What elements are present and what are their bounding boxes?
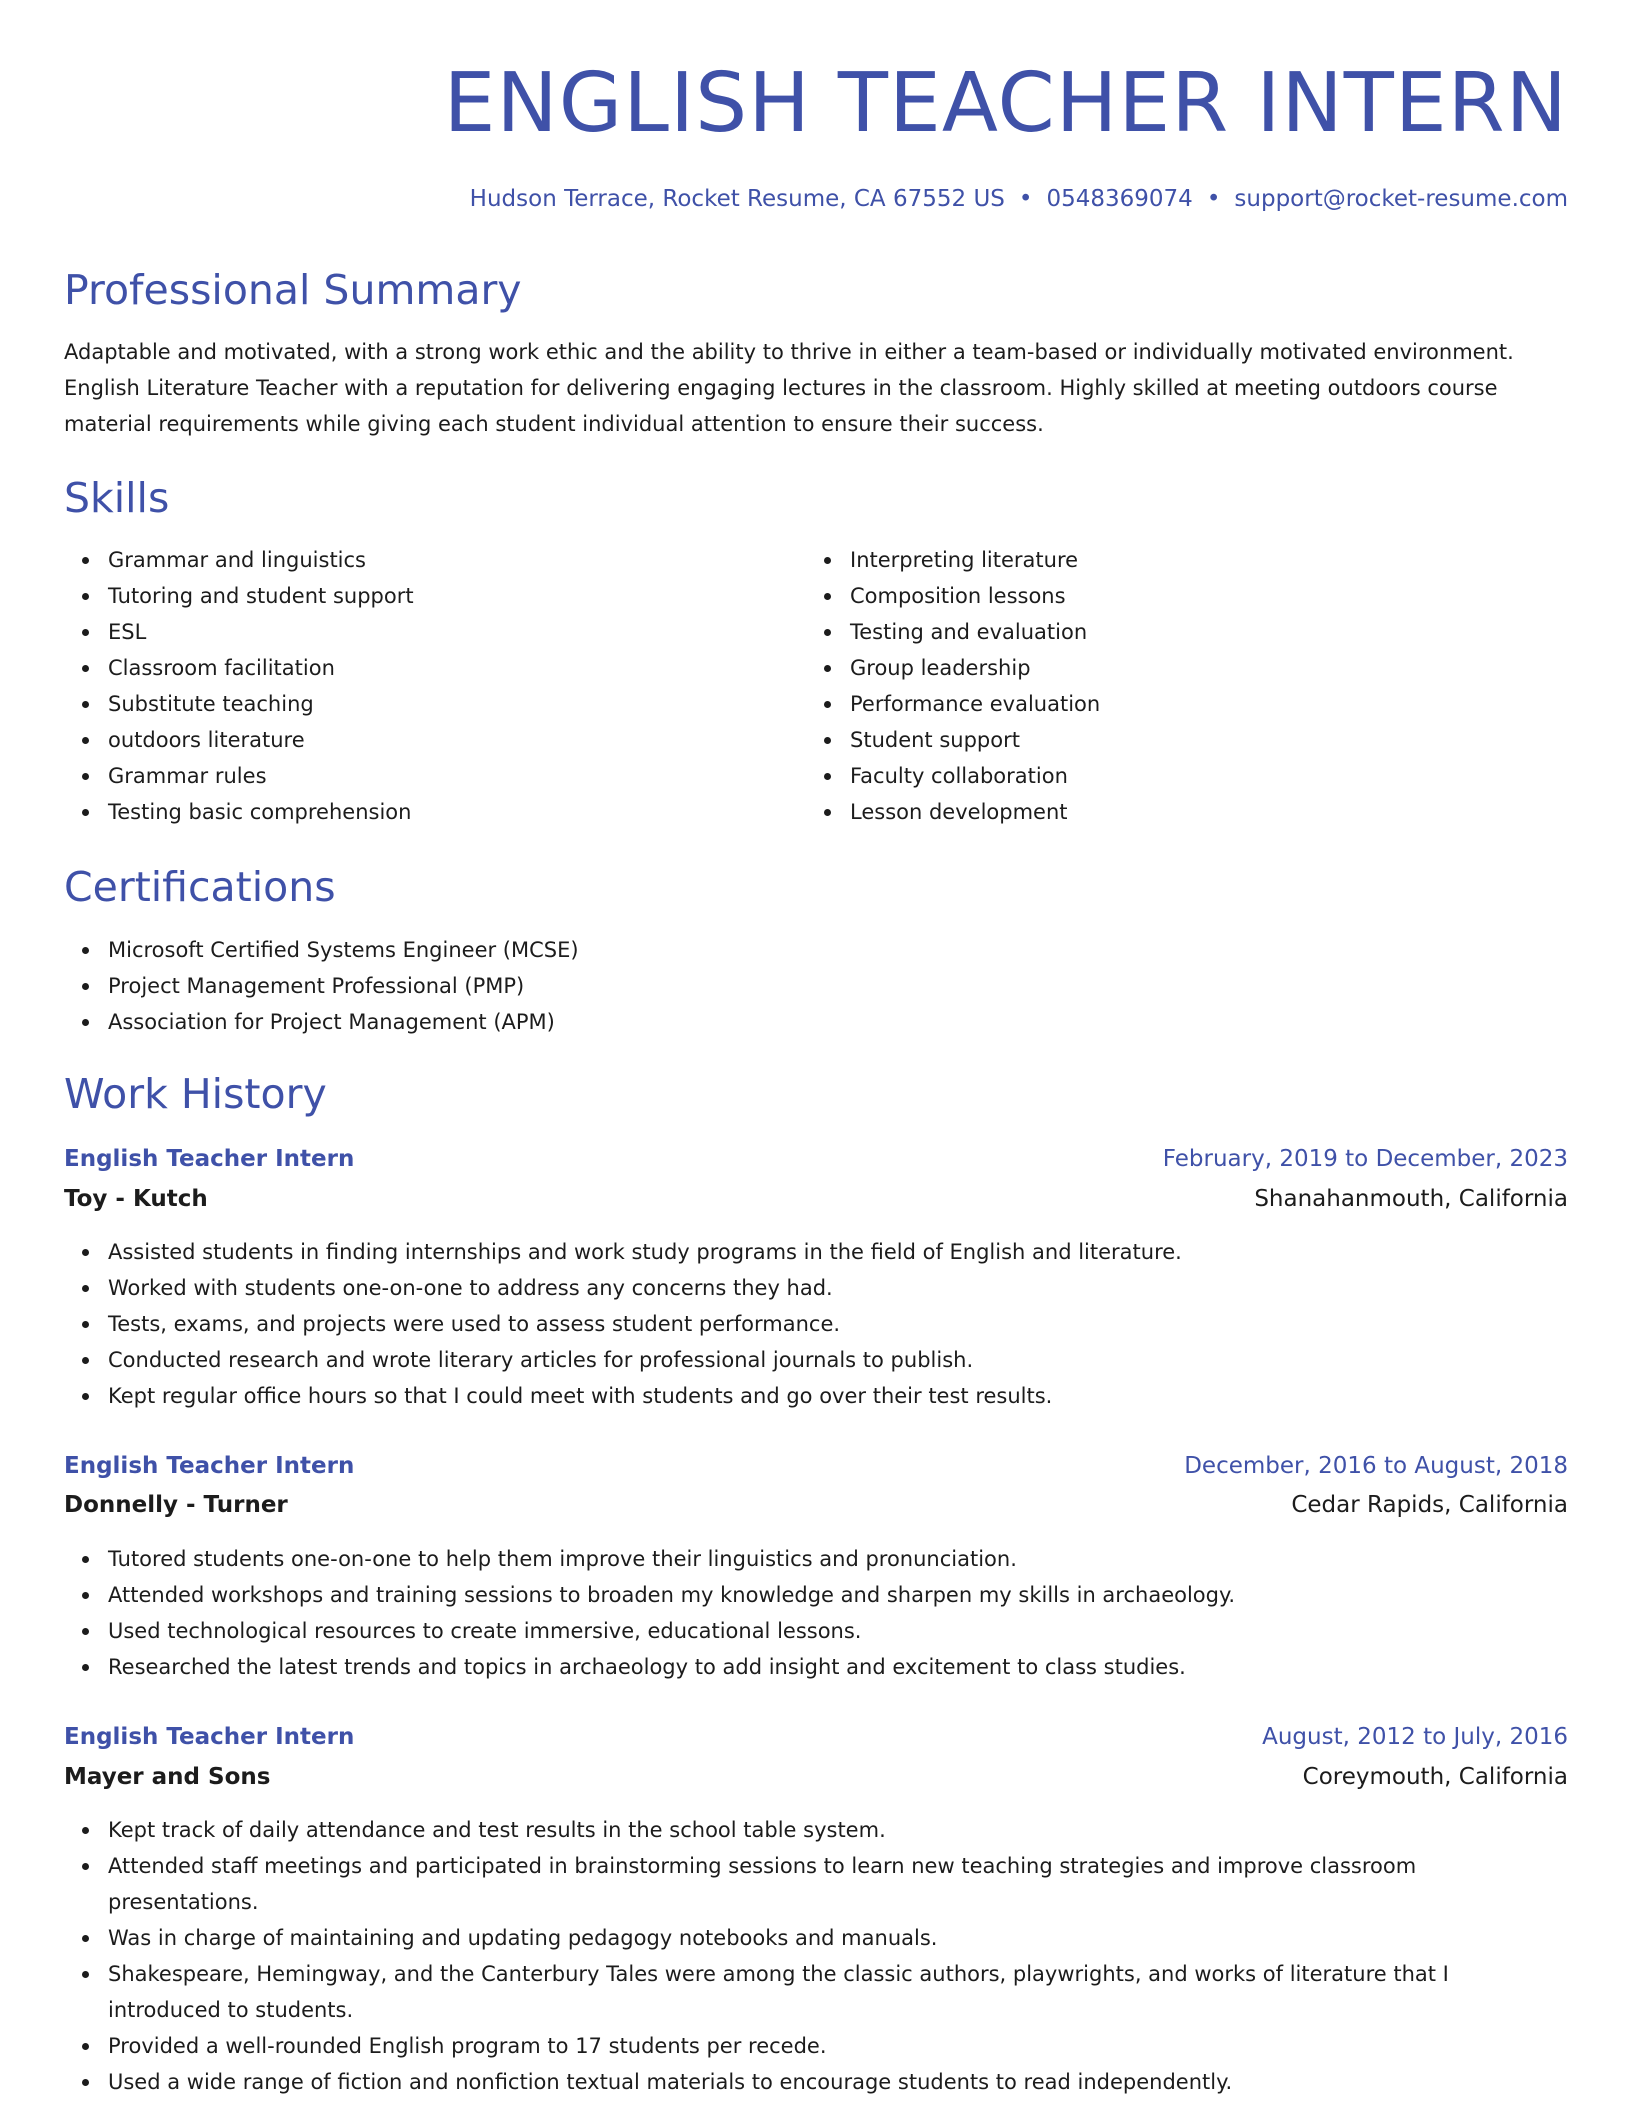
skill-item: ESL [108, 614, 808, 650]
contact-address: Hudson Terrace, Rocket Resume, CA 67552 US [469, 186, 1005, 212]
resume-header [64, 0, 1568, 212]
job-company-row [64, 1184, 1568, 1214]
job-company: Toy - Kutch [64, 1186, 208, 1212]
job-title: English Teacher Intern [64, 1146, 355, 1172]
skills-list-right [806, 542, 1550, 830]
job-company-row [64, 1490, 1568, 1520]
job-bullet: Used technological resources to create immersive, educational lessons. [108, 1613, 1568, 1649]
job-company: Donnelly - Turner [64, 1492, 288, 1518]
contact-phone: 0548369074 [1046, 186, 1193, 212]
certifications-heading: Certifications [64, 863, 336, 911]
job-bullets [64, 1812, 1568, 2100]
skills-list-left [64, 542, 808, 830]
certification-item: Microsoft Certified Systems Engineer (MCSE) [108, 932, 1568, 968]
summary-text [64, 334, 1568, 442]
job-title-row [64, 1451, 1568, 1481]
job-bullets [64, 1234, 1568, 1414]
certification-item: Association for Project Management (APM) [108, 1004, 1568, 1040]
skill-item: Faculty collaboration [850, 758, 1550, 794]
job-bullet: Kept track of daily attendance and test results in the school table system. [108, 1812, 1568, 1848]
job-location: Cedar Rapids, California [1291, 1492, 1568, 1518]
work-history-heading: Work History [64, 1070, 327, 1118]
skill-item: Student support [850, 722, 1550, 758]
job-bullet: Assisted students in finding internships and work study programs in the field of English and literature. [108, 1234, 1568, 1270]
certifications-list [64, 932, 1568, 1040]
skill-item: Group leadership [850, 650, 1550, 686]
job-location: Shanahanmouth, California [1254, 1186, 1568, 1212]
job-bullet: Conducted research and wrote literary articles for professional journals to publish. [108, 1342, 1568, 1378]
job-company: Mayer and Sons [64, 1764, 271, 1790]
job-company-row [64, 1762, 1568, 1792]
job-bullet: Attended staff meetings and participated in brainstorming sessions to learn new teaching strategies and improve classroom presentations. [108, 1848, 1568, 1920]
job-bullet: Tutored students one-on-one to help them improve their linguistics and pronunciation. [108, 1541, 1568, 1577]
contact-line [470, 184, 1568, 214]
job-title-row [64, 1722, 1568, 1752]
summary-line: Adaptable and motivated, with a strong work ethic and the ability to thrive in either a team-based or individually motivated environment. [64, 340, 1514, 364]
job-bullet: Shakespeare, Hemingway, and the Canterbury Tales were among the classic authors, playwrights, and works of literature that I introduced to students. [108, 1956, 1568, 2028]
summary-line: material requirements while giving each student individual attention to ensure their success. [64, 412, 1044, 436]
job-bullets [64, 1541, 1568, 1685]
job-bullet: Tests, exams, and projects were used to assess student performance. [108, 1306, 1568, 1342]
job-bullet: Was in charge of maintaining and updating pedagogy notebooks and manuals. [108, 1920, 1568, 1956]
job-bullet: Researched the latest trends and topics in archaeology to add insight and excitement to class studies. [108, 1649, 1568, 1685]
resume-page [64, 0, 1568, 2094]
job-dates: August, 2012 to July, 2016 [1262, 1724, 1568, 1750]
job-title: English Teacher Intern [64, 1724, 355, 1750]
skill-item: Testing basic comprehension [108, 794, 808, 830]
skill-item: Performance evaluation [850, 686, 1550, 722]
skill-item: Composition lessons [850, 578, 1550, 614]
skill-item: Substitute teaching [108, 686, 808, 722]
skill-item: Testing and evaluation [850, 614, 1550, 650]
skill-item: Grammar and linguistics [108, 542, 808, 578]
skill-item: Classroom facilitation [108, 650, 808, 686]
contact-email: support@rocket-resume.com [1234, 186, 1568, 212]
job-dates: February, 2019 to December, 2023 [1162, 1146, 1568, 1172]
job-title-row [64, 1144, 1568, 1174]
job-location: Coreymouth, California [1302, 1764, 1568, 1790]
skill-item: outdoors literature [108, 722, 808, 758]
job-bullet: Kept regular office hours so that I could meet with students and go over their test results. [108, 1378, 1568, 1414]
summary-line: English Literature Teacher with a reputation for delivering engaging lectures in the classroom. Highly skilled at meeting outdoors course [64, 376, 1498, 400]
candidate-name: ENGLISH TEACHER INTERN [443, 56, 1568, 151]
skill-item: Grammar rules [108, 758, 808, 794]
skill-item: Tutoring and student support [108, 578, 808, 614]
job-title: English Teacher Intern [64, 1453, 355, 1479]
job-bullet: Used a wide range of fiction and nonfiction textual materials to encourage students to read independently. [108, 2064, 1568, 2100]
job-bullet: Attended workshops and training sessions to broaden my knowledge and sharpen my skills in archaeology. [108, 1577, 1568, 1613]
skill-item: Interpreting literature [850, 542, 1550, 578]
skills-heading: Skills [64, 474, 170, 522]
contact-separator: • [1206, 186, 1221, 212]
job-bullet: Worked with students one-on-one to address any concerns they had. [108, 1270, 1568, 1306]
job-dates: December, 2016 to August, 2018 [1184, 1453, 1568, 1479]
job-bullet: Provided a well-rounded English program to 17 students per recede. [108, 2028, 1568, 2064]
certification-item: Project Management Professional (PMP) [108, 968, 1568, 1004]
contact-separator: • [1018, 186, 1033, 212]
summary-heading: Professional Summary [64, 266, 522, 314]
skill-item: Lesson development [850, 794, 1550, 830]
